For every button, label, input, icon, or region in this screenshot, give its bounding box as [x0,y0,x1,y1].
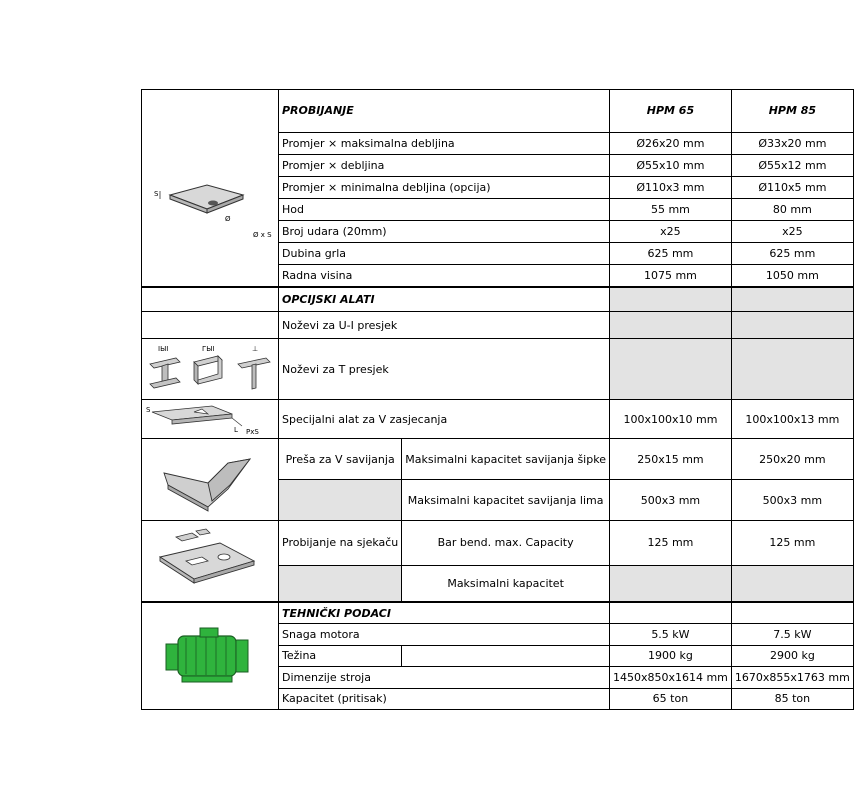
value-b: Ø55x12 mm [731,154,853,176]
v-l-label: L [234,426,238,434]
row-label: Maksimalni kapacitet savijanja šipke [402,439,610,480]
v-press-icon [150,445,270,515]
notch-image-cell [142,521,279,603]
table-row [142,339,854,400]
value-a: 250x15 mm [609,439,731,480]
t-section-image-cell [142,339,279,400]
section-opcijski-alati: OPCIJSKI ALATI [279,287,610,312]
shaded-cell [609,287,731,312]
model-b-header: HPM 85 [731,90,853,133]
oxs-label: Ø x S [253,231,272,239]
table-row [142,312,854,339]
value-b: Ø33x20 mm [731,132,853,154]
v-notch-icon [142,402,278,436]
t-icon-3-label: ⊥ [252,345,259,353]
o-label: Ø [225,215,231,223]
value-b: 250x20 mm [731,439,853,480]
shaded-cell [609,339,731,400]
value-a: 5.5 kW [609,624,731,645]
value-a: 125 mm [609,521,731,566]
row-label: Snaga motora [279,624,610,645]
shaded-cell [609,312,731,339]
optional-section-row [142,287,854,312]
v-s-label: S [146,406,151,414]
value-a: 500x3 mm [609,480,731,521]
table-row [142,439,854,480]
value-a: 55 mm [609,198,731,220]
section-probijanje: PROBIJANJE [279,90,610,133]
table-row [142,521,854,566]
row-label: Bar bend. max. Capacity [402,521,610,566]
row-label: Maksimalni kapacitet [402,565,610,602]
row-label: Kapacitet (pritisak) [279,688,610,709]
motor-icon [160,624,260,688]
row-label: Hod [279,198,610,220]
shaded-cell [731,287,853,312]
spec-table [141,89,854,710]
value-a: 100x100x10 mm [609,400,731,439]
value-a: Ø55x10 mm [609,154,731,176]
shaded-cell [731,339,853,400]
value-a: 65 ton [609,688,731,709]
punch-plate-icon [145,133,275,243]
model-a-header: HPM 65 [609,90,731,133]
empty-cell [402,645,610,666]
value-b: 125 mm [731,521,853,566]
empty-cell [609,602,731,624]
row-label: Težina [279,645,402,666]
row-label: Dubina grla [279,242,610,264]
value-b: x25 [731,220,853,242]
spec-sheet [141,89,854,710]
s-label: S [154,190,159,198]
row-label: Specijalni alat za V zasjecanja [279,400,610,439]
v-pxs-label: PxS [246,428,259,436]
section-tehnicki-podaci: TEHNIČKI PODACI [279,602,610,624]
row-label: Noževi za T presjek [279,339,610,400]
header-row [142,90,854,133]
value-b: 500x3 mm [731,480,853,521]
t-icon-1-label: IЫI [158,345,169,353]
empty-cell [142,287,279,312]
punch-image-cell [142,90,279,288]
value-b: 625 mm [731,242,853,264]
empty-cell [731,602,853,624]
table-row [142,400,854,439]
row-label: Broj udara (20mm) [279,220,610,242]
t-icon-2-label: ГЫI [202,345,215,353]
value-a: 1900 kg [609,645,731,666]
value-a: 1075 mm [609,264,731,287]
press-image-cell [142,439,279,521]
motor-image-cell [142,602,279,710]
press-group-label: Preša za V savijanja [279,439,402,480]
notch-plate-icon [150,525,270,597]
value-b: 80 mm [731,198,853,220]
value-b: Ø110x5 mm [731,176,853,198]
value-a: 625 mm [609,242,731,264]
row-label: Promjer × maksimalna debljina [279,132,610,154]
shaded-cell [731,565,853,602]
value-a: x25 [609,220,731,242]
value-b: 100x100x13 mm [731,400,853,439]
notch-group-label: Probijanje na sjekaču [279,521,402,566]
value-b: 2900 kg [731,645,853,666]
value-b: 1050 mm [731,264,853,287]
shaded-cell [279,565,402,602]
v-notch-image-cell [142,400,279,439]
shaded-cell [609,565,731,602]
value-a: 1450x850x1614 mm [609,667,731,688]
value-b: 1670x855x1763 mm [731,667,853,688]
t-profile-icons [142,342,278,396]
row-label: Promjer × debljina [279,154,610,176]
row-label: Radna visina [279,264,610,287]
value-b: 7.5 kW [731,624,853,645]
row-label: Dimenzije stroja [279,667,610,688]
value-a: Ø110x3 mm [609,176,731,198]
row-label: Noževi za U-I presjek [279,312,610,339]
value-b: 85 ton [731,688,853,709]
row-label: Promjer × minimalna debljina (opcija) [279,176,610,198]
empty-cell [142,312,279,339]
tech-section-row [142,602,854,624]
shaded-cell [731,312,853,339]
row-label: Maksimalni kapacitet savijanja lima [402,480,610,521]
value-a: Ø26x20 mm [609,132,731,154]
shaded-cell [279,480,402,521]
